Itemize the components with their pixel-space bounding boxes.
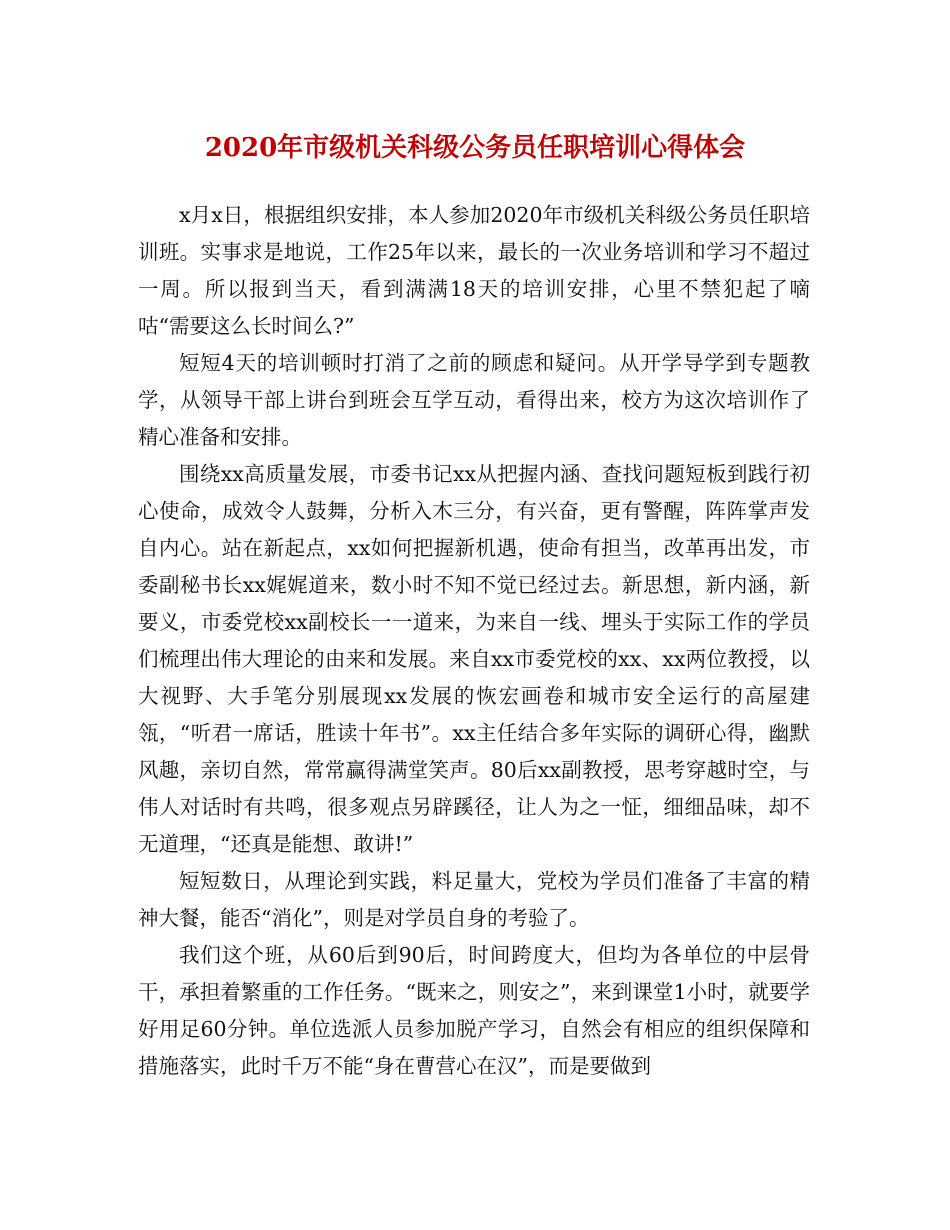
document-body <box>138 197 810 1085</box>
document-title: 2020年市级机关科级公务员任职培训心得体会 <box>204 133 746 163</box>
body-paragraph: 短短4天的培训顿时打消了之前的顾虑和疑问。从开学导学到专题教学，从领导干部上讲台到班会互学互动，看得出来，校方为这次培训作了精心准备和安排。 <box>138 351 810 449</box>
body-paragraph: 我们这个班，从60后到90后，时间跨度大，但均为各单位的中层骨干，承担着繁重的工作任务。“既来之，则安之”，来到课堂1小时，就要学好用足60分钟。单位选派人员参加脱产学习，自然会有相应的组织保障和措施落实，此时千万不能“身在曹营心在汉”，而是要做到 <box>138 943 810 1078</box>
body-paragraph: 短短数日，从理论到实践，料足量大，党校为学员们准备了丰富的精神大餐，能否“消化”，则是对学员自身的考验了。 <box>138 869 810 930</box>
body-paragraph: x月x日，根据组织安排，本人参加2020年市级机关科级公务员任职培训班。实事求是地说，工作25年以来，最长的一次业务培训和学习不超过一周。所以报到当天，看到满满18天的培训安排，心里不禁犯起了嘀咕“需要这么长时间么?” <box>138 203 810 338</box>
body-paragraph: 围绕xx高质量发展，市委书记xx从把握内涵、查找问题短板到践行初心使命，成效令人鼓舞，分析入木三分，有兴奋，更有警醒，阵阵掌声发自内心。站在新起点，xx如何把握新机遇，使命有担当，改革再出发，市委副秘书长xx娓娓道来，数小时不知不觉已经过去。新思想，新内涵，新要义，市委党校xx副校长一一道来，为来自一线、埋头于实际工作的学员们梳理出伟大理论的由来和发展。来自xx市委党校的xx、xx两位教授，以大视野、大手笔分别展现xx发展的恢宏画卷和城市安全运行的高屋建瓴，“听君一席话，胜读十年书”。xx主任结合多年实际的调研心得，幽默风趣，亲切自然，常常赢得满堂笑声。80后xx副教授，思考穿越时空，与伟人对话时有共鸣，很多观点另辟蹊径，让人为之一怔，细细品味，却不无道理，“还真是能想、敢讲!” <box>138 462 810 856</box>
